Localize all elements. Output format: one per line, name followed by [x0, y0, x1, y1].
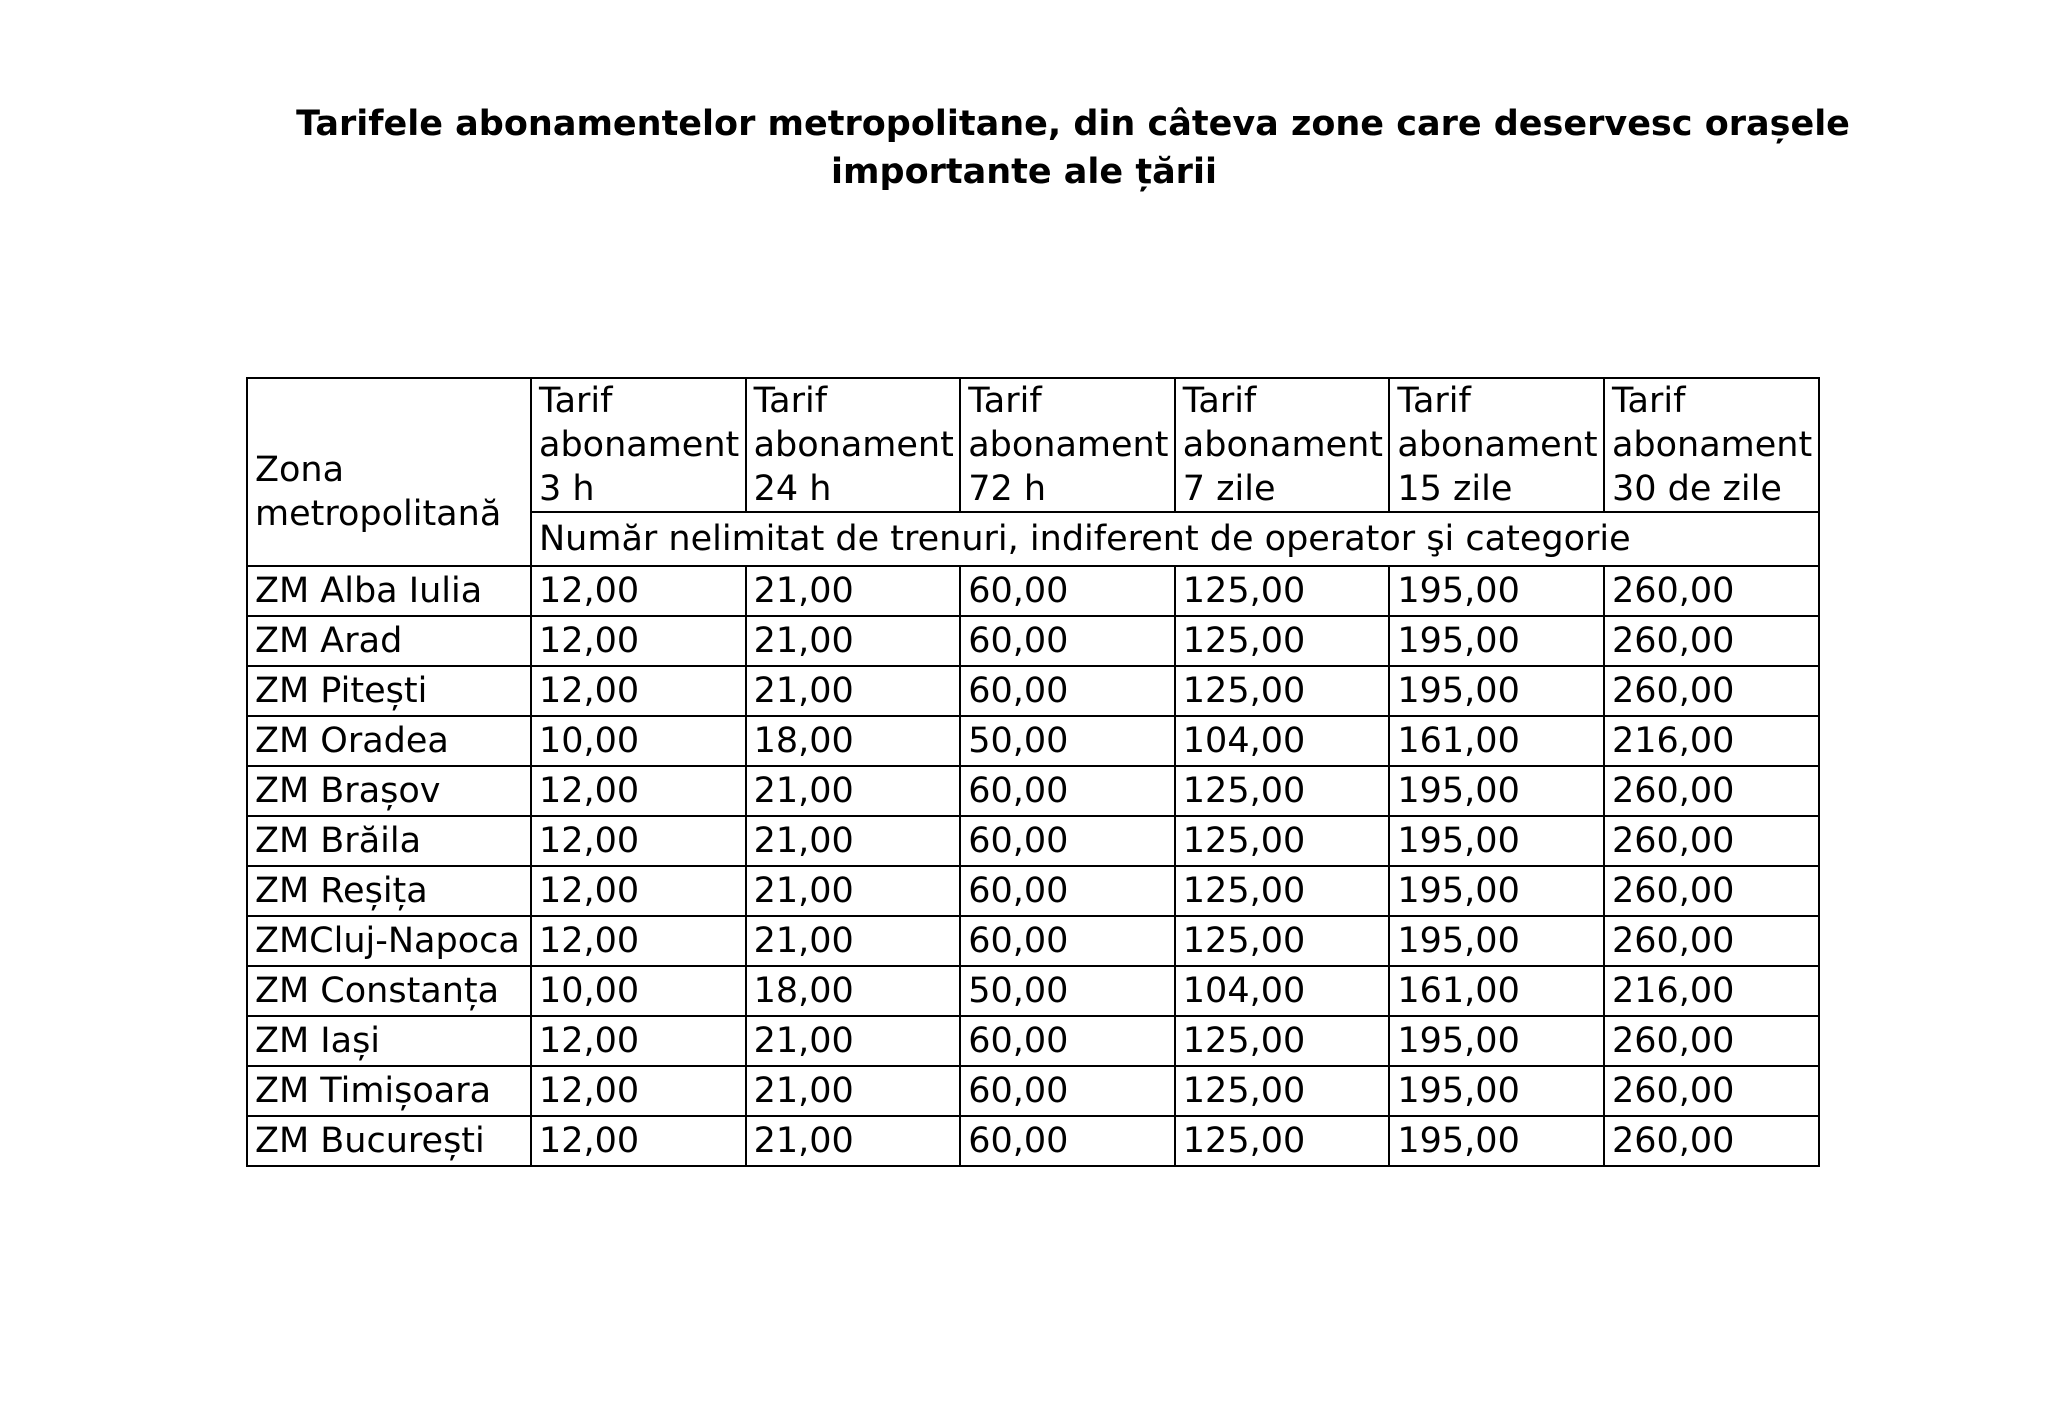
tariff-value-cell: 21,00 [746, 916, 961, 966]
column-header-line: abonament [1397, 425, 1598, 465]
tariff-value-cell: 50,00 [960, 966, 1175, 1016]
table-row [247, 666, 1819, 716]
zone-name-cell: ZM Reșița [247, 866, 531, 916]
tariff-value-cell: 216,00 [1604, 966, 1819, 1016]
column-header-line: Tarif [1397, 381, 1471, 421]
tariff-table-body [247, 566, 1819, 1166]
tariff-value-cell: 125,00 [1175, 816, 1390, 866]
column-header-line: Tarif [539, 381, 613, 421]
tariff-value-cell: 260,00 [1604, 566, 1819, 616]
column-header-30-zile [1604, 378, 1819, 512]
tariff-value-cell: 260,00 [1604, 766, 1819, 816]
tariff-value-cell: 60,00 [960, 866, 1175, 916]
tariff-value-cell: 21,00 [746, 816, 961, 866]
tariff-value-cell: 195,00 [1389, 1066, 1604, 1116]
tariff-value-cell: 12,00 [531, 616, 746, 666]
column-header-line: abonament [539, 425, 740, 465]
tariff-value-cell: 60,00 [960, 1016, 1175, 1066]
tariff-value-cell: 195,00 [1389, 816, 1604, 866]
table-row [247, 1016, 1819, 1066]
zone-name-cell: ZM Timișoara [247, 1066, 531, 1116]
tariff-value-cell: 12,00 [531, 566, 746, 616]
tariff-value-cell: 12,00 [531, 916, 746, 966]
tariff-value-cell: 10,00 [531, 966, 746, 1016]
zone-name-cell: ZM Oradea [247, 716, 531, 766]
unlimited-trains-note: Număr nelimitat de trenuri, indiferent de operator şi categorie [531, 512, 1819, 566]
tariff-value-cell: 21,00 [746, 616, 961, 666]
tariff-value-cell: 60,00 [960, 666, 1175, 716]
zone-name-cell: ZM Brașov [247, 766, 531, 816]
zone-name-cell: ZMCluj-Napoca [247, 916, 531, 966]
tariff-value-cell: 12,00 [531, 766, 746, 816]
tariff-value-cell: 195,00 [1389, 766, 1604, 816]
tariff-value-cell: 125,00 [1175, 766, 1390, 816]
tariff-value-cell: 195,00 [1389, 916, 1604, 966]
table-row [247, 966, 1819, 1016]
tariff-value-cell: 125,00 [1175, 1116, 1390, 1166]
table-row [247, 566, 1819, 616]
tariff-value-cell: 104,00 [1175, 966, 1390, 1016]
tariff-value-cell: 260,00 [1604, 866, 1819, 916]
tariff-value-cell: 125,00 [1175, 916, 1390, 966]
tariff-value-cell: 21,00 [746, 566, 961, 616]
tariff-value-cell: 125,00 [1175, 1066, 1390, 1116]
table-row [247, 1066, 1819, 1116]
tariff-value-cell: 12,00 [531, 866, 746, 916]
page-title-line-2: importante ale țării [831, 152, 1217, 192]
table-row [247, 916, 1819, 966]
column-header-line: Tarif [968, 381, 1042, 421]
tariff-value-cell: 21,00 [746, 1066, 961, 1116]
column-header-72h [960, 378, 1175, 512]
table-row [247, 716, 1819, 766]
tariff-value-cell: 195,00 [1389, 666, 1604, 716]
tariff-value-cell: 195,00 [1389, 866, 1604, 916]
page-title [0, 100, 2048, 196]
column-header-line: 15 zile [1397, 469, 1513, 509]
tariff-value-cell: 125,00 [1175, 566, 1390, 616]
column-header-7-zile [1175, 378, 1390, 512]
tariff-table [246, 377, 1820, 1167]
tariff-value-cell: 60,00 [960, 616, 1175, 666]
tariff-value-cell: 60,00 [960, 766, 1175, 816]
tariff-value-cell: 260,00 [1604, 1066, 1819, 1116]
zone-name-cell: ZM București [247, 1116, 531, 1166]
tariff-value-cell: 60,00 [960, 566, 1175, 616]
column-header-line: 72 h [968, 469, 1047, 509]
tariff-value-cell: 12,00 [531, 1116, 746, 1166]
zone-name-cell: ZM Constanța [247, 966, 531, 1016]
tariff-value-cell: 260,00 [1604, 816, 1819, 866]
tariff-value-cell: 10,00 [531, 716, 746, 766]
tariff-value-cell: 161,00 [1389, 716, 1604, 766]
tariff-value-cell: 60,00 [960, 816, 1175, 866]
tariff-value-cell: 12,00 [531, 666, 746, 716]
tariff-value-cell: 260,00 [1604, 616, 1819, 666]
column-header-line: abonament [1182, 425, 1384, 465]
tariff-value-cell: 260,00 [1604, 1116, 1819, 1166]
tariff-value-cell: 195,00 [1389, 1016, 1604, 1066]
tariff-value-cell: 125,00 [1175, 866, 1390, 916]
zone-name-cell: ZM Pitești [247, 666, 531, 716]
tariff-value-cell: 125,00 [1175, 616, 1390, 666]
tariff-value-cell: 60,00 [960, 1066, 1175, 1116]
tariff-value-cell: 195,00 [1389, 1116, 1604, 1166]
tariff-value-cell: 12,00 [531, 1066, 746, 1116]
column-header-line: abonament [968, 425, 1169, 465]
tariff-table-header [247, 378, 1819, 566]
column-header-line: Tarif [753, 381, 828, 421]
column-header-line: 7 zile [1182, 469, 1276, 509]
zone-name-cell: ZM Alba Iulia [247, 566, 531, 616]
column-header-line: Tarif [1182, 381, 1257, 421]
tariff-value-cell: 21,00 [746, 866, 961, 916]
tariff-value-cell: 161,00 [1389, 966, 1604, 1016]
column-header-15-zile [1389, 378, 1604, 512]
table-row [247, 866, 1819, 916]
zone-name-cell: ZM Arad [247, 616, 531, 666]
tariff-value-cell: 260,00 [1604, 1016, 1819, 1066]
column-header-line: abonament [753, 425, 954, 465]
column-header-line: 30 de zile [1611, 469, 1782, 509]
tariff-value-cell: 18,00 [746, 716, 961, 766]
tariff-value-cell: 60,00 [960, 1116, 1175, 1166]
column-header-3h [531, 378, 746, 512]
tariff-value-cell: 125,00 [1175, 666, 1390, 716]
table-row [247, 616, 1819, 666]
tariff-value-cell: 195,00 [1389, 566, 1604, 616]
page-title-line-1: Tarifele abonamentelor metropolitane, din câteva zone care deservesc orașele [296, 104, 1850, 144]
tariff-value-cell: 21,00 [746, 1116, 961, 1166]
zone-column-header: Zona metropolitană [247, 378, 531, 566]
tariff-value-cell: 12,00 [531, 1016, 746, 1066]
tariff-value-cell: 21,00 [746, 1016, 961, 1066]
column-header-24h [746, 378, 961, 512]
column-header-line: abonament [1611, 425, 1813, 465]
tariff-value-cell: 195,00 [1389, 616, 1604, 666]
tariff-value-cell: 18,00 [746, 966, 961, 1016]
column-header-line: Tarif [1611, 381, 1686, 421]
table-row [247, 1116, 1819, 1166]
tariff-value-cell: 50,00 [960, 716, 1175, 766]
tariff-value-cell: 260,00 [1604, 916, 1819, 966]
zone-name-cell: ZM Brăila [247, 816, 531, 866]
tariff-value-cell: 216,00 [1604, 716, 1819, 766]
tariff-value-cell: 21,00 [746, 766, 961, 816]
tariff-value-cell: 125,00 [1175, 1016, 1390, 1066]
tariff-value-cell: 21,00 [746, 666, 961, 716]
header-row [247, 378, 1819, 512]
tariff-value-cell: 12,00 [531, 816, 746, 866]
tariff-value-cell: 104,00 [1175, 716, 1390, 766]
zone-name-cell: ZM Iași [247, 1016, 531, 1066]
table-row [247, 766, 1819, 816]
tariff-value-cell: 260,00 [1604, 666, 1819, 716]
column-header-line: 24 h [753, 469, 832, 509]
tariff-value-cell: 60,00 [960, 916, 1175, 966]
column-header-line: 3 h [539, 469, 595, 509]
table-row [247, 816, 1819, 866]
